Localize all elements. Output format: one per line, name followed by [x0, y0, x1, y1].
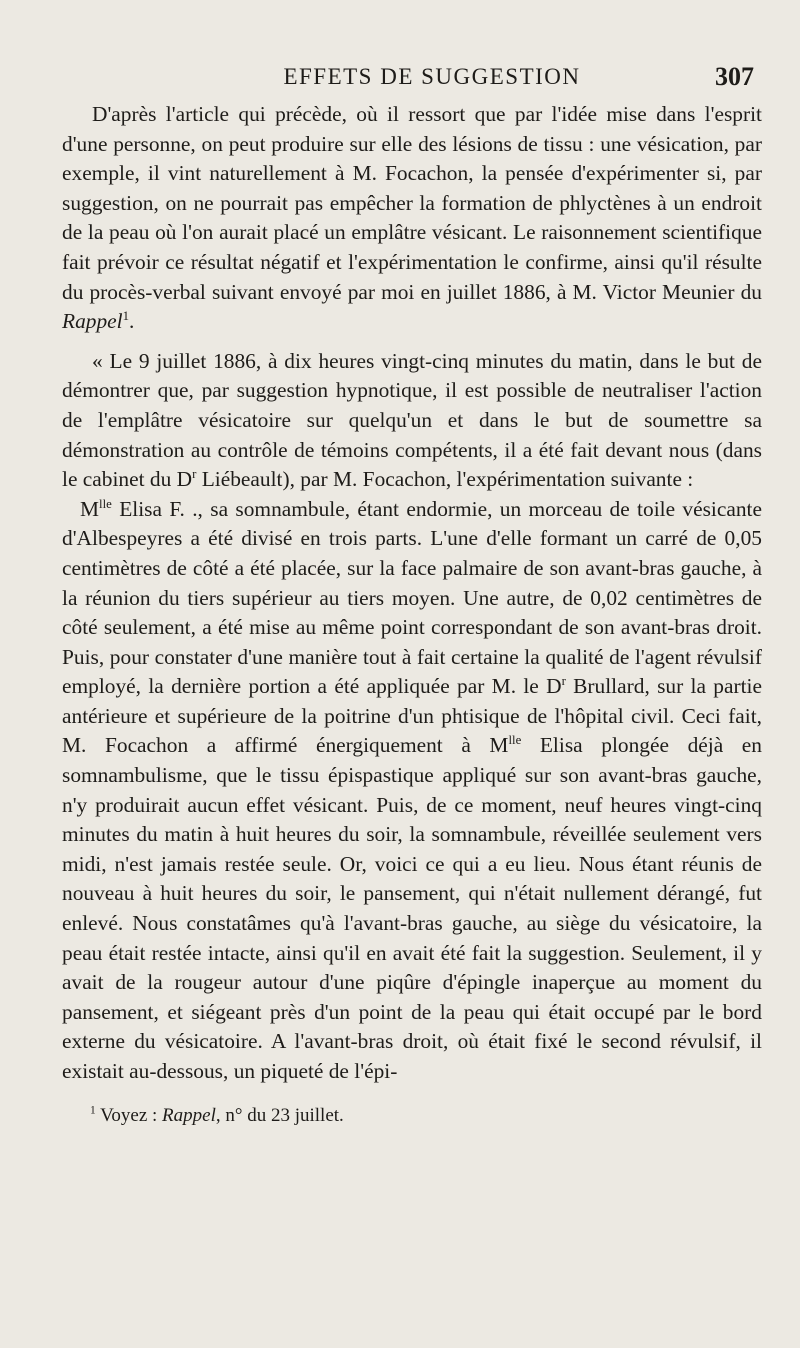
running-title: EFFETS DE SUGGESTION: [283, 64, 581, 89]
journal-title: Rappel: [62, 309, 123, 334]
paragraph-text: M: [80, 496, 100, 521]
page-number: 307: [715, 62, 754, 91]
body-text: [62, 100, 762, 1087]
footnote: [62, 1103, 762, 1129]
paragraph-text: Liébeault), par M. Focachon, l'expérimentation suivante :: [196, 467, 694, 492]
footnote-text: Voyez :: [95, 1104, 163, 1126]
paragraph-text: D'après l'article qui précède, où il ressort que par l'idée mise dans l'esprit d'une personne, on peut produire sur elle des lésions de tissu : une vésication, par exemple, il vint naturellement à M. Focachon, la pensée d'expérimenter si, par suggestion, on ne pourrait pas empêcher la formation de phlyctènes à un endroit de la peau où l'on aurait placé un emplâtre vésicant. Le raisonnement scientifique fait prévoir ce résultat négatif et l'expérimentation le confirme, ainsi qu'il résulte du procès-verbal suivant envoyé par moi en juillet 1886, à M. Victor Meunier du: [62, 102, 762, 304]
page-header: [62, 58, 762, 100]
superscript: r: [192, 467, 197, 481]
superscript: r: [561, 674, 566, 689]
paragraph-text: Elisa plongée déjà en somnambulisme, que le tissu épispastique appliqué sur son avant-bras gauche, n'y produirait aucun effet vésicant. Puis, de ce moment, neuf heures vingt-cinq minutes du matin à huit heures du soir, la somnambule, réveillée seulement vers midi, n'est jamais restée seule. Or, voici ce qui a eu lieu. Nous étant réunis de nouveau à huit heures du soir, le pansement, qui n'était nullement dérangé, fut enlevé. Nous constatâmes qu'à l'avant-bras gauche, au siège du vésicatoire, la peau était restée intacte, ainsi qu'il en avait été fait la suggestion. Seulement, il y avait de la rougeur autour d'une piqûre d'épingle inaperçue au moment du pansement, et siégeant près d'un point de la peau qui était occupé par le bord externe du vésicatoire. A l'avant-bras droit, où était fixé le second révulsif, il existait au-dessous, un piqueté de l'épi-: [62, 733, 762, 1083]
superscript: lle: [508, 733, 522, 748]
footnote-reference: 1: [122, 309, 130, 324]
paragraph-proces-verbal: [62, 347, 762, 495]
paragraph-experiment: [62, 495, 762, 1087]
paragraph-text: .: [129, 309, 135, 334]
paragraph-text: Brullard, sur la partie antérieure et supérieure de la poitrine d'un phtisique de l'hôpital civil. Ceci fait, M. Focachon a affirmé énergiquement à M: [62, 674, 762, 758]
paragraph-intro: [62, 100, 762, 337]
footnote-text: , n° du 23 juillet.: [215, 1104, 344, 1126]
superscript: lle: [99, 496, 112, 511]
footnote-journal-title: Rappel: [162, 1104, 216, 1126]
footnote-marker: 1: [90, 1104, 96, 1117]
paragraph-text: Elisa F. ., sa somnambule, étant endormie, un morceau de toile vésicante d'Albespeyres a été divisé en trois parts. L'une d'elle formant un carré de 0,05 centimètres de côté a été placée, sur la face palmaire de son avant-bras gauche, à la réunion du tiers supérieur au tiers moyen. Une autre, de 0,02 centimètres de côté seulement, a été mise au même point correspondant de son avant-bras droit. Puis, pour constater d'une manière tout à fait certaine la qualité de l'agent révulsif employé, la dernière portion a été appliquée par M. le D: [62, 496, 762, 699]
paragraph-text: « Le 9 juillet 1886, à dix heures vingt-cinq minutes du matin, dans le but de démontrer que, par suggestion hypnotique, il est possible de neutraliser l'action de l'emplâtre vésicatoire sur quelqu'un et dans le but de soumettre sa démonstration au contrôle de témoins compétents, il a été fait devant nous (dans le cabinet du D: [62, 348, 762, 492]
